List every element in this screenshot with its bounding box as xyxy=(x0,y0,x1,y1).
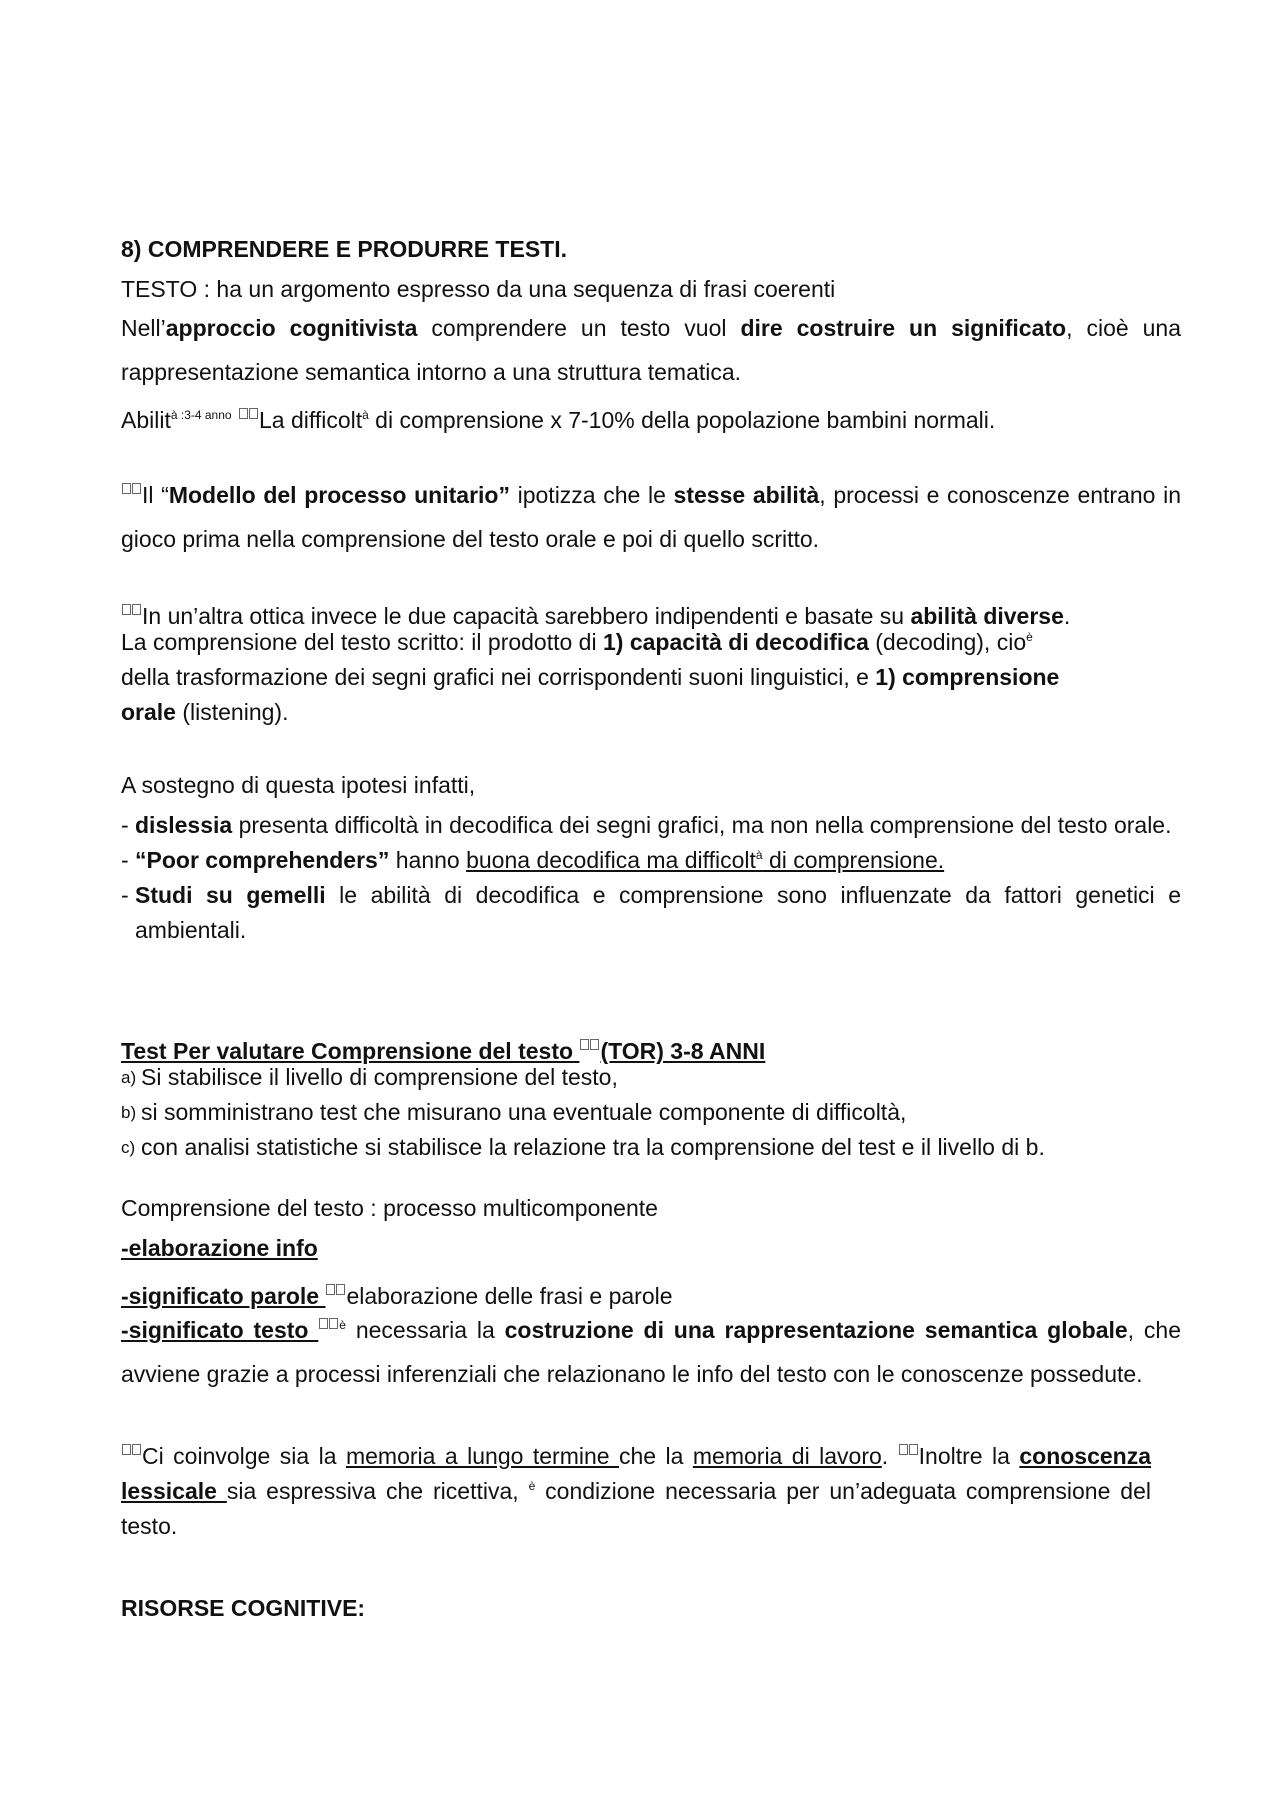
missing-glyph-icon xyxy=(318,1299,338,1343)
text-definition: TESTO : ha un argomento espresso da una sequenza di frasi coerenti xyxy=(121,276,836,302)
missing-glyph-icon xyxy=(579,1025,599,1060)
alpha-list xyxy=(121,1060,1181,1165)
paragraph-unitary-model: Il “Modello del processo unitario” ipotizza che le stesse abilità, processi e conoscenze entrano in gioco prima nella comprensione del testo orale e poi di quello scritto. xyxy=(121,464,1181,561)
list-item: - “Poor comprehenders” hanno buona decodifica ma difficolt$^à$ di comprensione. xyxy=(121,847,945,873)
missing-glyph-icon xyxy=(121,590,141,625)
paragraph-memory: Ci coinvolge sia la memoria a lungo termine che la memoria di lavoro. Inoltre la conoscenza lessicale sia espressiva che ricettiva, $^è$ condizione necessaria per un’adeguata comprensione del testo. xyxy=(121,1430,1151,1544)
component-info: -elaborazione info xyxy=(121,1235,318,1261)
section-heading: 8) COMPRENDERE E PRODURRE TESTI. xyxy=(121,236,567,262)
paragraph-written-comprehension: La comprensione del testo scritto: il prodotto di 1) capacità di decodifica (decoding), cio$^è$ della trasformazione dei segni grafici nei corrispondenti suoni linguistici, e 1) comprensione orale (listening). xyxy=(121,629,1060,725)
list-item: b) si somministrano test che misurano una eventuale componente di difficoltà, xyxy=(121,1099,907,1125)
test-heading: Test Per valutare Comprensione del testo (TOR) 3-8 ANNI xyxy=(121,1025,1181,1069)
list-item: a) Si stabilisce il livello di comprensione del testo, xyxy=(121,1064,618,1090)
component-text-meaning: -significato testo $^è$ necessaria la costruzione di una rappresentazione semantica globale, che avviene grazie a processi inferenziali che relazionano le info del testo con le conoscenze possedute. xyxy=(121,1299,1181,1396)
bullet-list xyxy=(121,808,1181,948)
paragraph-cognitive-approach: Nell’approccio cognitivista comprendere un testo vuol dire costruire un significato, cioè una rappresentazione semantica intorno a una struttura tematica. xyxy=(121,315,1182,385)
list-item: c) con analisi statistiche si stabilisce la relazione tra la comprensione del test e il livello di b. xyxy=(121,1134,1045,1160)
missing-glyph-icon xyxy=(121,1430,141,1465)
paragraph-support: A sostegno di questa ipotesi infatti, xyxy=(121,772,476,798)
list-item: - Studi su gemelli le abilità di decodifica e comprensione sono influenzate da fattori genetici e ambientali. xyxy=(121,882,1181,943)
paragraph-other-view: In un’altra ottica invece le due capacità sarebbero indipendenti e basate su abilità diverse. xyxy=(121,590,1181,634)
component-word-meaning: -significato parole elaborazione delle frasi e parole xyxy=(121,1270,1181,1314)
missing-glyph-icon xyxy=(898,1430,918,1465)
paragraph-ability: Abilit$^{à :3-4 anno}$ La difficolt$^à$ di comprensione x 7-10% della popolazione bambini normali. xyxy=(121,394,1181,438)
missing-glyph-icon xyxy=(121,464,141,508)
paragraph-multicomponent: Comprensione del testo : processo multicomponente xyxy=(121,1195,658,1221)
missing-glyph-icon xyxy=(238,394,258,429)
section-heading-resources: RISORSE COGNITIVE: xyxy=(121,1595,366,1621)
list-item: - dislessia presenta difficoltà in decodifica dei segni grafici, ma non nella comprensione del testo orale. xyxy=(121,812,1172,838)
